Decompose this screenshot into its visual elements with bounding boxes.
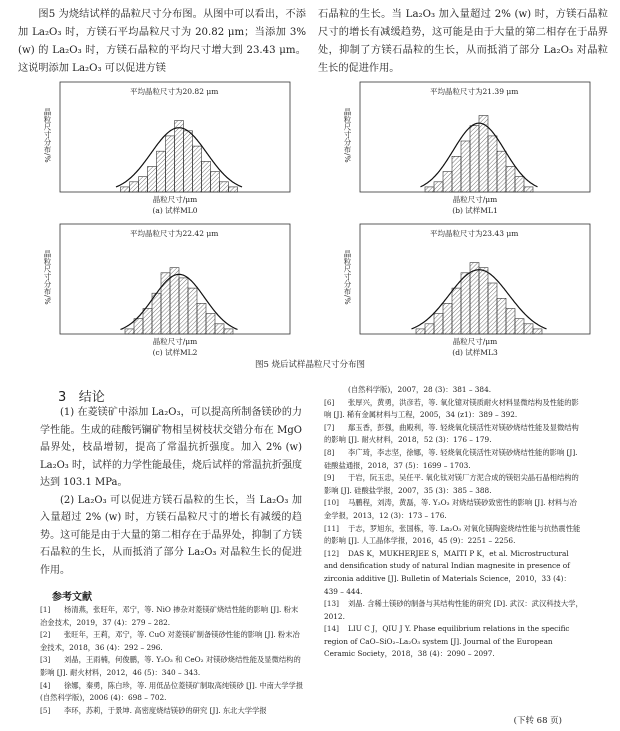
- reference-item: [40, 680, 305, 705]
- reference-text: 张厚兴，黄勇，洪彦若，等. 氧化镱对镁质耐火材料显微结构及性能的影响 [J]. 稀有金属材料与工程，2005，34 (z1)：389 – 392.: [324, 397, 579, 420]
- reference-item: [324, 598, 584, 623]
- reference-text: 李环，苏莉，于景坤. 高密度烧结镁砂的研究 [J]. 东北大学学报: [64, 705, 267, 715]
- mean-annotation: 平均晶粒尺寸为21.39 μm: [430, 87, 519, 96]
- histogram-bar: [470, 126, 479, 192]
- histogram-panel-2: [340, 80, 600, 224]
- reference-item: [324, 472, 584, 497]
- histogram-bar: [488, 136, 497, 192]
- histogram-bar: [452, 288, 461, 334]
- conclusion-p1: (1) 在菱镁矿中添加 La₂O₃，可以提高所制备镁砂的力学性能。生成的硅酸钙镧矿物相呈树枝状交错分布在 MgO 晶界处，枝晶增韧，提高了常温抗折强度。加入 2% (w) La₂O₃ 时，试样的力学性能最佳，烧后试样的常温抗折强度达到 103.1 MPa。: [40, 407, 302, 488]
- histogram-bar: [443, 172, 452, 192]
- y-axis-label: 晶粒尺寸分布/%: [43, 108, 52, 163]
- histogram-bar: [229, 187, 238, 192]
- histogram-bar: [434, 182, 443, 192]
- histogram-bar: [220, 182, 229, 192]
- histogram-bar: [170, 268, 179, 334]
- reference-text: (自然科学版)，2007，28 (3)：381 – 384.: [348, 385, 492, 394]
- mean-annotation: 平均晶粒尺寸为22.42 μm: [130, 229, 219, 238]
- histogram-bar: [148, 167, 157, 193]
- figure-caption: 图5 烧后试样晶粒尺寸分布图: [254, 360, 366, 370]
- conclusion-p2: (2) La₂O₃ 可以促进方镁石晶粒的生长，当 La₂O₃ 加入量超过 2% (w) 时，方镁石晶粒尺寸的增长有减缓的趋势。这可能是由于大量的第二相存在于晶界处，抑制了方镁石晶粒的生长，从而抵消了部分 La₂O₃ 对晶粒生长的促进作用。: [40, 494, 302, 576]
- histogram-bar: [506, 309, 515, 335]
- reference-number: [11]: [324, 523, 339, 533]
- top-left-paragraph: 图5 为烧结试样的晶粒尺寸分布图。从图中可以看出，不添加 La₂O₃ 时，方镁石平均晶粒尺寸为 20.82 μm；当添加 3% (w) 的 La₂O₃ 时，方镁石晶粒的平均尺寸增大到 23.43 μm。这说明添加 La₂O₃ 可以促进方镁: [18, 9, 306, 74]
- reference-number: [7]: [324, 422, 335, 432]
- reference-number: [5]: [40, 705, 51, 715]
- histogram-bar: [533, 329, 542, 334]
- mean-annotation: 平均晶粒尺寸为20.82 μm: [130, 87, 219, 96]
- reference-number: [1]: [40, 605, 51, 614]
- reference-item: [324, 384, 584, 397]
- y-axis-label: 晶粒尺寸分布/%: [343, 108, 352, 163]
- reference-text: 杨清燕，张旺年，邓宁，等. NiO 掺杂对菱镁矿烧结性能的影响 [J]. 粉末冶金技术，2019，37 (4)：279 – 282.: [40, 605, 299, 627]
- histogram-bar: [143, 309, 152, 335]
- reference-item: [40, 629, 305, 654]
- histogram-bar: [524, 324, 533, 334]
- conclusion-body: [40, 404, 302, 579]
- histogram-bar: [461, 141, 470, 192]
- histogram-bar: [121, 187, 130, 192]
- top-right-paragraph: 石晶粒的生长。当 La₂O₃ 加入量超过 2% (w) 时，方镁石晶粒尺寸的增长有减缓趋势，这可能是由于大量的第二相存在于晶界处，抑制了方镁石晶粒的生长，从而抵消了部分 La₂O₃ 对晶粒生长的促进作用。: [318, 9, 608, 74]
- histogram-bar: [425, 187, 434, 192]
- histogram-bar: [184, 131, 193, 192]
- reference-item: [324, 497, 584, 522]
- x-axis-label: 晶粒尺寸/μm: [452, 195, 498, 204]
- reference-text: DAS K，MUKHERJEE S，MAITI P K，et al. Microstructural and densification study of natural Indian magnesite in presence of zirconia additive [J]. Bulletin of Materials Science，2010，33 (4)：439 – 444.: [324, 548, 571, 596]
- reference-item: [40, 705, 305, 718]
- histogram-bar: [157, 151, 166, 192]
- reference-item: [40, 654, 305, 679]
- histogram-bar: [211, 172, 220, 192]
- reference-item: [324, 548, 584, 598]
- reference-item: [324, 523, 584, 548]
- reference-number: [2]: [40, 630, 51, 640]
- reference-text: 张旺年，王莉，邓宁，等. CuO 对菱镁矿制备镁砂性能的影响 [J]. 粉末冶金技术，2018，36 (4)：292 – 296.: [40, 630, 300, 652]
- histogram-bar: [188, 288, 197, 334]
- histogram-bar: [524, 187, 533, 192]
- reference-item: [324, 397, 584, 422]
- histogram-bar: [139, 177, 148, 192]
- histogram-bar: [470, 263, 479, 334]
- reference-number: [4]: [40, 680, 51, 690]
- reference-text: 于岩，阮玉忠，吴任平. 氧化钛对镁厂方泥合成的镁铝尖晶石晶相结构的影响 [J]. 硅酸盐学报，2007，35 (3)：385 – 388.: [324, 473, 579, 495]
- reference-text: 马鹏程，刘涛，黄磊，等. Y₂O₃ 对烧结镁砂致密性的影响 [J]. 材料与冶金学报，2013，12 (3)：173 – 176.: [324, 498, 577, 520]
- histogram-bar: [488, 283, 497, 334]
- histogram-bar: [130, 182, 139, 192]
- panel-caption: (b) 试样ML1: [452, 206, 498, 215]
- mean-annotation: 平均晶粒尺寸为23.43 μm: [430, 229, 519, 238]
- reference-item: [40, 604, 305, 629]
- x-axis-label: 晶粒尺寸/μm: [152, 337, 198, 346]
- panel-caption: (a) 试样ML0: [152, 206, 198, 215]
- histogram-bar: [443, 303, 452, 334]
- histogram-bar: [506, 167, 515, 193]
- histogram-bar: [515, 177, 524, 192]
- reference-item: [324, 623, 584, 661]
- reference-number: [12]: [324, 548, 339, 558]
- histogram-bar: [179, 278, 188, 334]
- histogram-bar: [434, 314, 443, 334]
- reference-number: [13]: [324, 599, 339, 609]
- histogram-panel-3: [40, 222, 300, 366]
- histogram-bar: [166, 136, 175, 192]
- histogram-bar: [134, 319, 143, 334]
- x-axis-label: 晶粒尺寸/μm: [152, 195, 198, 204]
- reference-text: 鄢玉香，彭强，曲殿利，等. 轻烧氧化镁活性对镁砂烧结性能及显微结构的影响 [J]. 耐火材料，2018，52 (3)：176 – 179.: [324, 422, 579, 445]
- section-title: 结论: [78, 390, 105, 405]
- histogram-bar: [175, 121, 184, 192]
- histogram-bar: [452, 156, 461, 192]
- histogram-panel-1: [40, 80, 300, 224]
- reference-text: 刘晶，王雨楠，何俊鹏，等. Y₂O₃ 和 CeO₂ 对镁砂烧结性能及显微结构的影响 [J]. 耐火材料，2012，46 (5)：340 – 343.: [40, 655, 301, 677]
- histogram-bar: [193, 146, 202, 192]
- references-right: [324, 384, 584, 661]
- reference-text: 刘晶. 含稀土镁砂的制备与其结构性能的研究 [D]. 武汉：武汉科技大学，2012.: [324, 599, 583, 621]
- reference-text: LIU C J，QIU J Y. Phase equilibrium relations in the specific region of CaO–SiO₂–La₂O₃ system [J]. Journal of the European Ceramic Society，2018，38 (4)：2090 – 2097.: [324, 624, 570, 659]
- y-axis-label: 晶粒尺寸分布/%: [343, 250, 352, 305]
- histogram-bar: [425, 324, 434, 334]
- histogram-bar: [197, 303, 206, 334]
- references-heading: 参考文献: [52, 592, 92, 603]
- reference-number: [9]: [324, 473, 335, 483]
- reference-number: [14]: [324, 624, 339, 634]
- reference-number: [3]: [40, 655, 51, 665]
- x-axis-label: 晶粒尺寸/μm: [452, 337, 498, 346]
- panel-caption: (c) 试样ML2: [152, 348, 198, 357]
- section-heading: [58, 386, 105, 405]
- y-axis-label: 晶粒尺寸分布/%: [43, 250, 52, 305]
- histogram-bar: [215, 324, 224, 334]
- reference-number: [6]: [324, 397, 335, 407]
- histogram-bar: [125, 329, 134, 334]
- histogram-bar: [479, 116, 488, 193]
- histogram-bar: [152, 293, 161, 334]
- histogram-bar: [479, 268, 488, 334]
- panel-caption: (d) 试样ML3: [452, 348, 498, 357]
- reference-text: 于志，罗旭东，张国栋，等. La₂O₃ 对氧化镁陶瓷烧结性能与抗热震性能的影响 [J]. 人工晶体学报，2016，45 (9)：2251 – 2256.: [324, 523, 581, 546]
- histogram-bar: [202, 161, 211, 192]
- reference-item: [324, 447, 584, 472]
- histogram-bar: [515, 319, 524, 334]
- histogram-bar: [224, 329, 233, 334]
- continued-note: (下转 68 页): [513, 716, 562, 726]
- histogram-panel-4: [340, 222, 600, 366]
- histogram-bar: [497, 151, 506, 192]
- reference-item: [324, 422, 584, 447]
- histogram-bar: [206, 314, 215, 334]
- histogram-bar: [461, 273, 470, 334]
- reference-number: [10]: [324, 498, 339, 508]
- references-left: [40, 604, 305, 717]
- section-number: 3: [58, 390, 67, 405]
- histogram-bar: [416, 329, 425, 334]
- reference-text: 李广琦，李志坚，徐娜，等. 轻烧氧化镁活性对镁砂烧结性能的影响 [J]. 硅酸盐通报，2018，37 (5)：1699 – 1703.: [324, 447, 578, 470]
- histogram-bar: [497, 298, 506, 334]
- reference-number: [8]: [324, 447, 335, 457]
- reference-text: 徐娜，秦勇，陈白珍，等. 用低品位菱镁矿制取高纯镁砂 [J]. 中南大学学报 (自然科学版)，2006 (4)：698 – 702.: [40, 680, 304, 703]
